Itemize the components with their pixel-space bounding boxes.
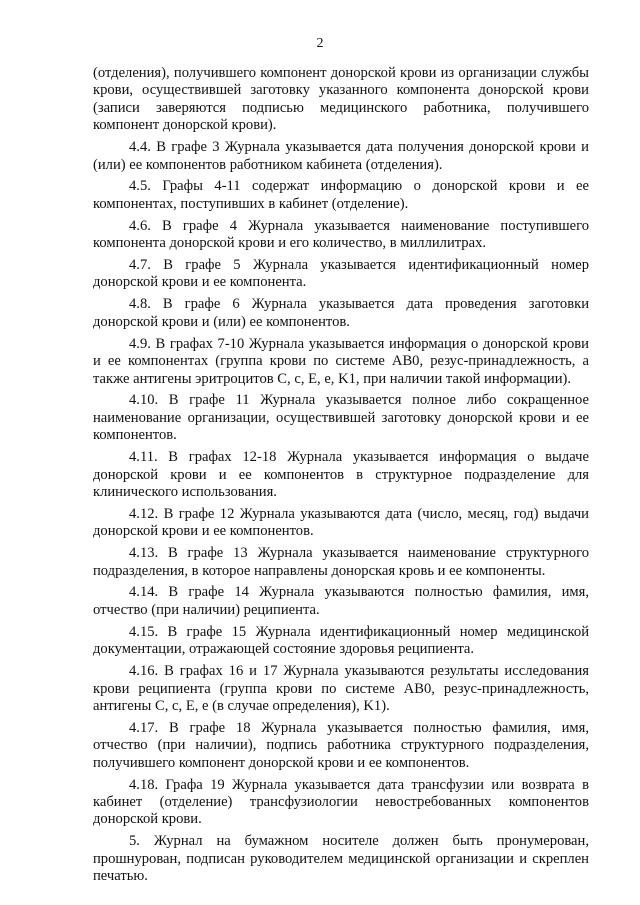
paragraph-4-18: 4.18. Графа 19 Журнала указывается дата трансфузии или возврата в кабинет (отделение) трансфузиологии невостребованных компонентов донорской крови.: [93, 776, 589, 828]
paragraph-4-7: 4.7. В графе 5 Журнала указывается идентификационный номер донорской крови и ее компонента.: [93, 257, 589, 291]
paragraph-5: 5. Журнал на бумажном носителе должен быть пронумерован, прошнурован, подписан руководителем медицинской организации и скреплен печатью.: [93, 833, 589, 885]
paragraph-4-12: 4.12. В графе 12 Журнала указываются дата (число, месяц, год) выдачи донорской крови и ее компонентов.: [93, 505, 589, 540]
page-number: 2: [316, 36, 324, 51]
paragraph-4-16: 4.16. В графах 16 и 17 Журнала указываются результаты исследования крови реципиента (группа крови по системе AB0, резус-принадлежность, антигены C, c, E, e (в случае определения), K1).: [93, 663, 589, 714]
paragraph-4-4: 4.4. В графе 3 Журнала указывается дата получения донорской крови и (или) ее компонентов работником кабинета (отделения).: [93, 139, 589, 173]
paragraph-4-13: 4.13. В графе 13 Журнала указывается наименование структурного подразделения, в которое направлены донорская кровь и ее компоненты.: [93, 545, 589, 579]
paragraph-4-11: 4.11. В графах 12-18 Журнала указывается информация о выдаче донорской крови и ее компонентов в структурное подразделение для клинического использования.: [93, 449, 589, 500]
paragraph-4-17: 4.17. В графе 18 Журнала указывается полностью фамилия, имя, отчество (при наличии), подпись работника структурного подразделения, получившего компонент донорской крови и ее компонентов.: [93, 719, 589, 771]
paragraph-4-6: 4.6. В графе 4 Журнала указывается наименование поступившего компонента донорской крови и его количество, в миллилитрах.: [93, 217, 589, 252]
paragraph-4-14: 4.14. В графе 14 Журнала указываются полностью фамилия, имя, отчество (при наличии) реципиента.: [93, 584, 589, 618]
paragraph-4-5: 4.5. Графы 4-11 содержат информацию о донорской крови и ее компонентах, поступивших в кабинет (отделение).: [93, 178, 589, 212]
paragraph-4-10: 4.10. В графе 11 Журнала указывается полное либо сокращенное наименование организации, осуществившей заготовку донорской крови и ее компонентов.: [93, 392, 589, 444]
paragraph-continuation: (отделения), получившего компонент донорской крови из организации службы крови, осуществившей заготовку указанного компонента донорской крови (записи заверяются подписью медицинского работника, получившего компонент донорской крови).: [93, 65, 589, 134]
paragraph-4-15: 4.15. В графе 15 Журнала идентификационный номер медицинской документации, отражающей состояние здоровья реципиента.: [93, 623, 589, 658]
paragraph-4-8: 4.8. В графе 6 Журнала указывается дата проведения заготовки донорской крови и (или) ее компонентов.: [93, 296, 589, 330]
document-body: [93, 65, 589, 885]
paragraph-4-9: 4.9. В графах 7-10 Журнала указывается информация о донорской крови и ее компонентах (группа крови по системе AB0, резус-принадлежность, а также антигены эритроцитов C, c, E, e, K1, при наличии такой информации).: [93, 335, 589, 387]
